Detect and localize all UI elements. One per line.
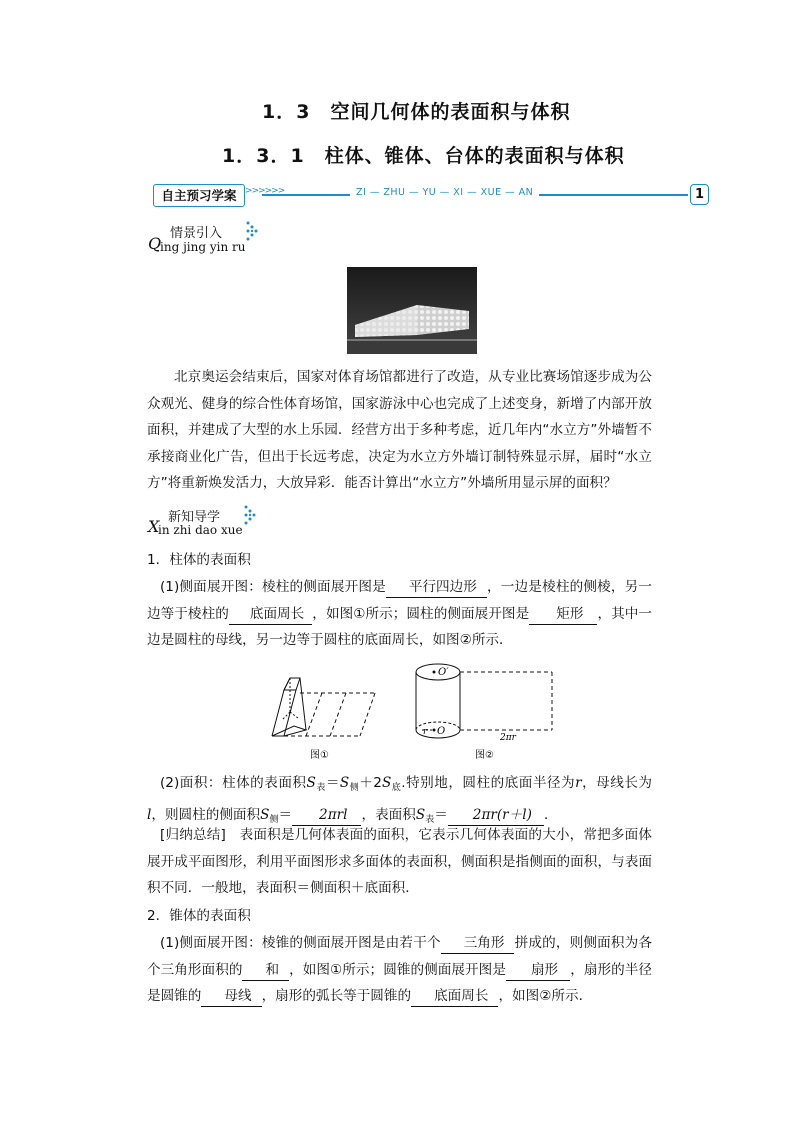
answer-lateral-area: 2πrl <box>292 805 361 826</box>
water-cube-photo <box>347 267 477 354</box>
new-knowledge-heading <box>148 504 278 544</box>
paragraph-lateral-unfolding: (1)侧面展开图：棱柱的侧面展开图是 平行四边形 ，一边是棱柱的侧棱，另一边等于棱柱的 底面周长 ，如图①所示；圆柱的侧面展开图是 矩形 ，其中一边是圆柱的母线，另一边等于圆柱的底面周长，如图②所示． <box>147 579 653 648</box>
answer-triangle: 三角形 <box>441 933 515 954</box>
paragraph-pyramid-unfolding: (1)侧面展开图：棱锥的侧面展开图是由若干个 三角形 拼成的，则侧面积为各个三角形面积的 和 ，如图①所示；圆锥的侧面展开图是 扇形 ，扇形的半径是圆锥的 母线 ，扇形的弧长等于圆锥的 底面周长 ，如图②所示． <box>147 930 652 1010</box>
triple-chevron-icon <box>245 220 263 242</box>
new-label-cn: 新知导学 <box>168 510 221 525</box>
label-top-center: O′ <box>438 667 449 678</box>
caption-figure-1: 图① <box>310 750 329 761</box>
caption-figure-2: 图② <box>475 750 494 761</box>
paragraph-area-formula: (2)面积：柱体的表面积$S_表=S_侧+2S_底$.特别地，圆柱的底面半径为r，母线长为l，则圆柱的侧面积$S_侧= 2\pi rl$ ，表面积$S_表= 2\pi r(r+l)$ ． <box>147 775 652 825</box>
section-bar-arrows: >>>>>> <box>245 186 285 196</box>
new-initial: X <box>148 517 160 536</box>
figure-prism-and-cylinder-unfolding <box>260 658 570 766</box>
intro-label-py: ing jing yin ru <box>160 240 246 254</box>
section-bar-pinyin: ZI — ZHU — YU — XI — XUE — AN <box>350 187 539 198</box>
answer-rectangle: 矩形 <box>529 604 597 625</box>
answer-parallelogram: 平行四边形 <box>386 577 487 598</box>
intro-paragraph: 北京奥运会结束后，国家对体育场馆都进行了改造，从专业比赛场馆逐步成为公众观光、健身的综合性体育场馆，国家游泳中心也完成了上述变身，新增了内部开放面积，并建成了大型的水上乐园．经营方出于多种考虑，近几年内“水立方”外墙暂不承接商业化广告，但出于长远考虑，决定为水立方外墙订制特殊显示屏，届时“水立方”将重新焕发活力，大放异彩．能否计算出“水立方”外墙所用显示屏的面积？ <box>147 369 652 491</box>
figure-prism-unfolding <box>272 678 375 736</box>
answer-base-perimeter-cone: 底面周长 <box>411 986 498 1007</box>
intro-initial: Q <box>148 234 162 253</box>
answer-generatrix: 母线 <box>201 986 261 1007</box>
intro-heading <box>148 220 278 260</box>
section-bar-number: 1 <box>690 184 709 205</box>
answer-surface-area: 2πr(r＋l) <box>448 805 544 826</box>
label-circumference: 2πr <box>500 733 516 743</box>
label-radius: r <box>423 727 428 737</box>
section-title: 1．3．1 柱体、锥体、台体的表面积与体积 <box>222 145 625 167</box>
answer-sum: 和 <box>242 960 289 981</box>
answer-base-perimeter: 底面周长 <box>229 604 312 625</box>
answer-sector: 扇形 <box>506 960 570 981</box>
section-bar-label: 自主预习学案 <box>153 184 245 207</box>
heading-pyramid-surface: 2．锥体的表面积 <box>147 908 251 924</box>
intro-label-cn: 情景引入 <box>170 226 223 241</box>
page-title: 1．3 空间几何体的表面积与体积 <box>262 101 571 123</box>
heading-prism-surface: 1．柱体的表面积 <box>147 552 251 568</box>
paragraph-summary: [归纳总结] 表面积是几何体表面的面积，它表示几何体表面的大小，常把多面体展开成平面图形，利用平面图形求多面体的表面积，侧面积是指侧面的面积，与表面积不同．一般地，表面积＝侧面积＋底面积． <box>147 827 652 896</box>
new-label-py: in zhi dao xue <box>158 523 243 537</box>
triple-chevron-icon <box>243 504 261 526</box>
label-bottom-center: O <box>437 726 446 737</box>
